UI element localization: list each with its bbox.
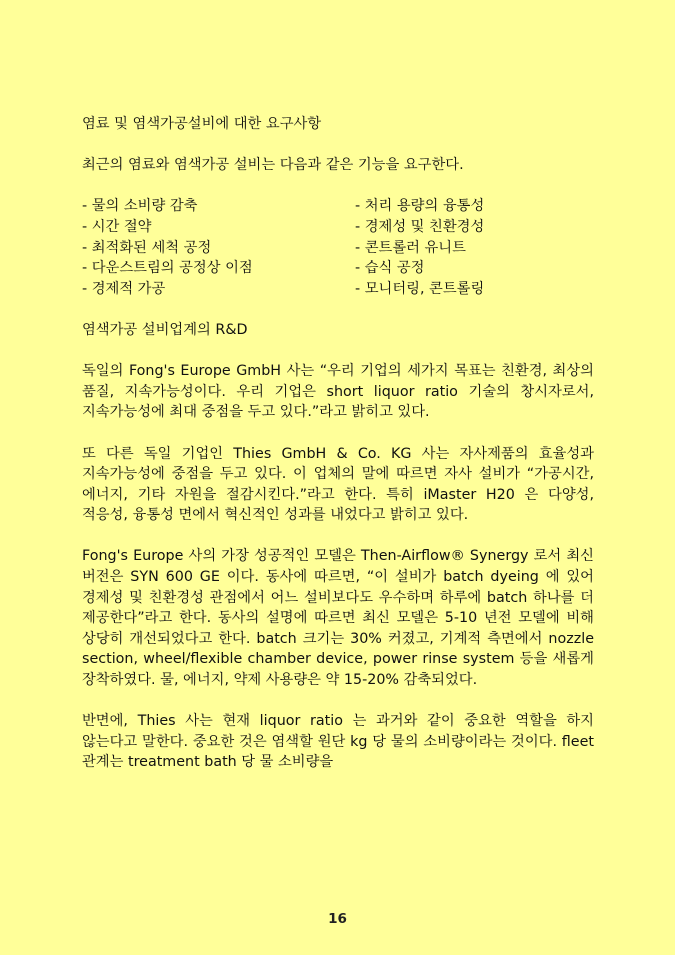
page-content xyxy=(82,114,594,794)
paragraph-fongs-goals: 독일의 Fong's Europe GmbH 사는 “우리 기업의 세가지 목표는 친환경, 최상의 품질, 지속가능성이다. 우리 기업은 short liquor ratio 기술의 창시자로서, 지속가능성에 최대 중점을 두고 있다.”라고 밝히고 있다. xyxy=(82,363,594,421)
paragraph-liquor-ratio: 반면에, Thies 사는 현재 liquor ratio 는 과거와 같이 중요한 역할을 하지 않는다고 말한다. 중요한 것은 염색할 원단 kg 당 물의 소비량이라는 것이다. fleet 관계는 treatment bath 당 물 소비량을 xyxy=(82,713,594,771)
requirement-item: - 모니터링, 콘트롤링 xyxy=(355,280,485,297)
paragraph-thies: 또 다른 독일 기업인 Thies GmbH & Co. KG 사는 자사제품의 효율성과 지속가능성에 중점을 두고 있다. 이 업체의 말에 따르면 자사 설비가 “가공시간, 에너지, 기타 자원을 절감시킨다.”라고 한다. 특히 iMaster H20 은 다양성, 적응성, 융통성 면에서 혁신적인 성과를 내었다고 밝히고 있다. xyxy=(82,445,594,524)
section-heading-rnd: 염색가공 설비업계의 R&D xyxy=(82,321,248,338)
page-number: 16 xyxy=(328,911,347,927)
requirement-item: - 처리 용량의 융통성 xyxy=(355,198,485,215)
requirement-item: - 물의 소비량 감축 xyxy=(82,198,198,215)
requirement-item: - 경제적 가공 xyxy=(82,280,166,297)
requirement-item: - 경제성 및 친환경성 xyxy=(355,218,485,235)
paragraph-synergy-model: Fong's Europe 사의 가장 성공적인 모델은 Then-Airflow® Synergy 로서 최신 버전은 SYN 600 GE 이다. 동사에 따르면, “이 설비가 batch dyeing 에 있어 경제성 및 친환경성 관점에서 어느 설비보다도 우수하며 하루에 batch 하나를 더 제공한다”라고 한다. 동사의 설명에 따르면 최신 모델은 5-10 년전 모델에 비해 상당히 개선되었다고 한다. batch 크기는 30% 커졌고, 기계적 측면에서 nozzle section, wheel/flexible chamber device, power rinse system 등을 새롭게 장착하였다. 물, 에너지, 약제 사용량은 약 15-20% 감축되었다. xyxy=(82,548,594,689)
requirement-item: - 다운스트림의 공정상 이점 xyxy=(82,260,253,277)
requirements-list xyxy=(82,196,594,299)
requirement-item: - 최적화된 세척 공정 xyxy=(82,239,212,256)
requirement-item: - 콘트롤러 유니트 xyxy=(355,239,466,256)
section-heading-requirements: 염료 및 염색가공설비에 대한 요구사항 xyxy=(82,116,322,132)
requirement-item: - 시간 절약 xyxy=(82,218,152,235)
requirements-intro: 최근의 염료와 염색가공 설비는 다음과 같은 기능을 요구한다. xyxy=(82,157,464,174)
requirement-item: - 습식 공정 xyxy=(355,260,425,277)
